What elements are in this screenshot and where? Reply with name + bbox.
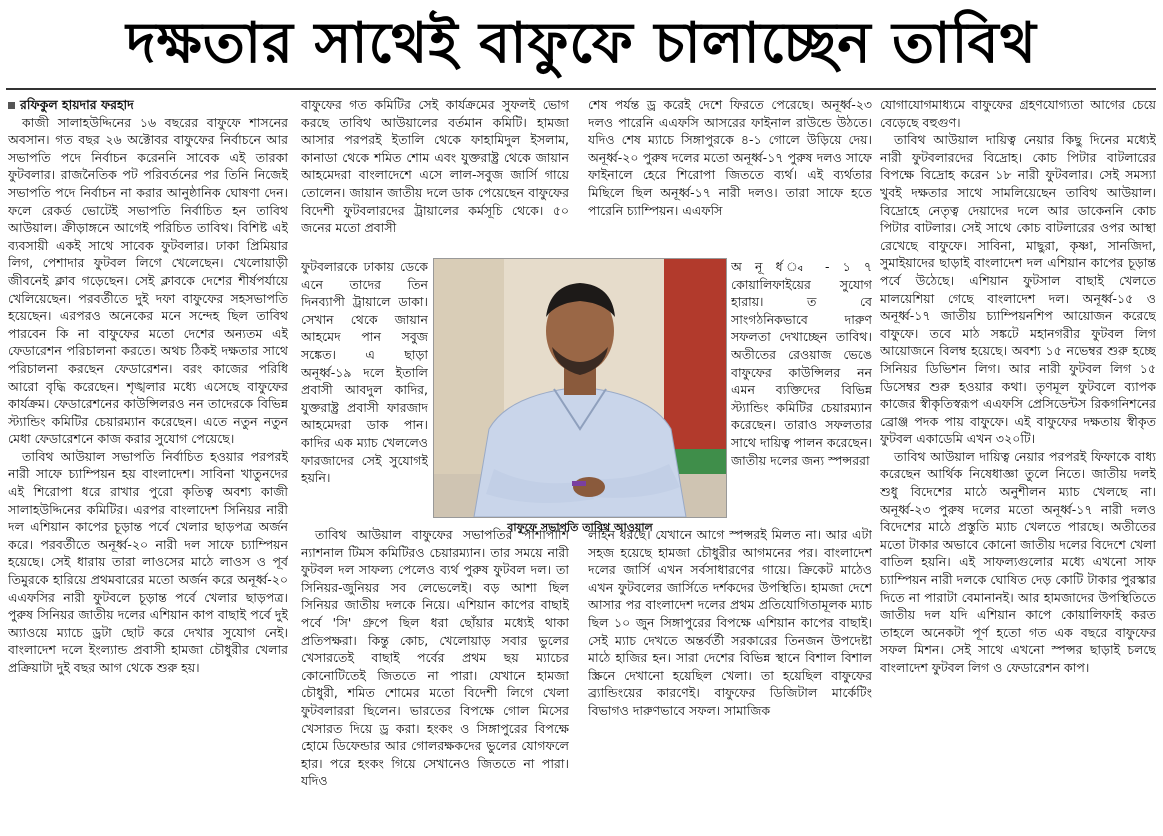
byline — [8, 96, 288, 114]
article-column-2-bottom — [301, 526, 569, 834]
paragraph: কাজী সালাহউদ্দিনের ১৬ বছরের বাফুফে শাসনের অবসান। গত বছর ২৬ অক্টোবর বাফুফের নির্বাচনে আর সভাপতি পদে নির্বাচন করেননি সাবেক এই তারকা ফুটবলার। রাজনৈতিক পট পরিবর্তনের পর তিনি নিজেই সভাপতি পদে নির্বাচন না করার আনুষ্ঠানিক ঘোষণা দেন। ফলে রেকর্ড ভোটেই সভাপতি নির্বাচিত হন তাবিথ আউয়াল। ক্রীড়াঙ্গনে আগেই পরিচিত তাবিথ। বিশিষ্ট এই ব্যবসায়ী একই সাথে সাবেক ফুটবলার। ঢাকা প্রিমিয়ার লিগ, পেশাদার ফুটবল লিগে খেলেছেন। খেলোয়াড়ী জীবনেই ক্লাব গড়েছেন। সেই ক্লাবকে দেশের শীর্ষপর্যায়ে খেলিয়েছেন। পরবর্তীতে দুই দফা বাফুফের সহসভাপতি হয়েছেন। এরপরও অনেকের মনে সন্দেহ ছিল তাবিথ পারবেন কি না বাফুফের মতো দেশের অন্যতম এই ফেডারেশন পরিচালনা করতে। অথচ ঠিকই দক্ষতার সাথে পরিচালনা করছেন ফেডারেশন। বরং কাজের পরিধি আরো বৃদ্ধি করেছেন। শৃঙ্খলার মধ্যে এসেছে বাফুফের কার্যক্রম। ফেডারেশনের কাউন্সিলরও নন তাদেরকে বিভিন্ন স্ট্যান্ডিং কমিটির চেয়ারম্যান করেছেন। এতে নতুন নতুন মেধা ফেডারেশনে কাজ করার সুযোগ পেয়েছে। — [8, 114, 288, 447]
paragraph: অ নূ র্ধ ্ব - ১ ৭ কোয়ালিফাইয়ের সুযোগ হারায়। ত বে সাংগঠনিকভাবে দারুণ সফলতা দেখাচ্ছেন তাবিথ। অতীতের রেওয়াজ ভেঙে বাফুফের কাউন্সিলর নন এমন ব্যক্তিদের বিভিন্ন স্ট্যান্ডিং কমিটির চেয়ারম্যান করেছেন। তারাও সফলতার সাথে দায়িত্ব পালন করেছেন। জাতীয় দলের জন্য স্পন্সররা — [731, 259, 872, 468]
headline-rule — [6, 88, 1156, 90]
article-column-2-middle — [301, 258, 428, 524]
article-column-3-top — [588, 96, 872, 256]
article-column-3-middle — [731, 258, 872, 524]
photo-caption: বাফুফে সভাপতি তাবিথ আওয়াল — [507, 521, 653, 534]
paragraph: তাবিথ আউয়াল দায়িত্ব নেয়ার পরপরই ফিফাকে বাধ্য করেছেন আর্থিক নিষেধাজ্ঞা তুলে নিতে। জাতীয় দলই শুধু বিদেশের মাঠে অনুশীলন ম্যাচ খেলছে না। অনূর্ধ্ব-২৩ পুরুষ দলের মতো অনূর্ধ্ব-১৭ নারী দলও বিদেশের মাঠে প্রস্তুতি ম্যাচ খেলতে পারছে। অতীতের মতো টাকার অভাবে কোনো জাতীয় দলের বিদেশে খেলা বাতিল হয়নি। এই সাফল্যগুলোর মধ্যে এখনো সাফ চ্যাম্পিয়ন নারী দলকে ঘোষিত দেড় কোটি টাকার পুরস্কার দিতে না পারাটা বেমানানই। আর হামজাদের উপস্থিতিতে জাতীয় দল যদি এশিয়ান কাপে কোয়ালিফাই করত তাহলে অনেকটা পূর্ণ হতো গত এক বছরে বাফুফের সফল মিশন। সেই সাথে এখনো স্পন্সর ছাড়াই চলছে বাংলাদেশ ফুটবল লিগ ও ফেডারেশন কাপ। — [880, 448, 1156, 675]
bullet-icon — [8, 102, 15, 109]
article-column-2-top — [301, 96, 569, 256]
article-column-3-bottom — [588, 526, 872, 834]
portrait-photo — [433, 258, 727, 518]
article-column-1 — [8, 96, 288, 834]
headline: দক্ষতার সাথেই বাফুফে চালাচ্ছেন তাবিথ — [126, 11, 1037, 76]
paragraph: ফুটবলারকে ঢাকায় ডেকে এনে তাদের তিন দিনব্যাপী ট্রায়ালে ডাকা। সেখান থেকে জায়ান আহমেদ পান সবুজ সঙ্কেত। এ ছাড়া অনূর্ধ্ব-১৯ দলে ইতালি প্রবাসী আবদুল কাদির, যুক্তরাষ্ট্র প্রবাসী ফারজাদ আহমেদরা ডাক পান। কাদির এক ম্যাচ খেললেও ফারজাদের সেই সুযোগই হয়নি। — [301, 259, 428, 486]
article-column-4 — [880, 96, 1156, 834]
paragraph: তাবিথ আউয়াল বাফুফের সভাপতির পাশাপাশি ন্যাশনাল টিমস কমিটিরও চেয়ারম্যান। তার সময়ে নারী ফুটবল দল সাফল্য পেলেও ব্যর্থ পুরুষ ফুটবল দল। তা সিনিয়র-জুনিয়র সব লেভেলেই। বড় আশা ছিল সিনিয়র জাতীয় দলকে নিয়ে। এশিয়ান কাপের বাছাই পর্বে 'সি' গ্রুপে ছিল ধরা ছোঁয়ার মধ্যেই থাকা প্রতিপক্ষরা। কিন্তু কোচ, খেলোয়াড় সবার ভুলের খেসারতেই বাছাই পর্বের প্রথম ছয় ম্যাচের কোনোটিতেই জিততে না পারা। যেখানে হামজা চৌধুরী, শমিত শোমের মতো বিদেশী লিগে খেলা ফুটবলাররা ছিলেন। ভারতের বিপক্ষে গোল মিসের খেসারত দিয়ে ড্র করা। হংকং ও সিঙ্গাপুরের বিপক্ষে হোমে ডিফেন্ডার আর গোলরক্ষকদের ভুলের যোগফলে হার। পরে হংকং গিয়ে সেখানেও জিততে না পারা। যদিও — [301, 527, 569, 789]
paragraph: তাবিথ আউয়াল সভাপতি নির্বাচিত হওয়ার পরপরই নারী সাফে চ্যাম্পিয়ন হয় বাংলাদেশ। সাবিনা খাতুনদের এই শিরোপা ধরে রাখার পুরো কৃতিত্ব অবশ্য কাজী সালাহউদ্দিনের কমিটির। এরপর বাংলাদেশ সিনিয়র নারী দল এশিয়ান কাপের চূড়ান্ত পর্বে খেলার ছাড়পত্র অর্জন করে। পরবর্তীতে অনূর্ধ্ব-২০ নারী দল সাফে চ্যাম্পিয়ন হয়েছে। সেই ধারায় তারা লাওসের মাঠে লাওস ও পূর্ব তিমুরকে হারিয়ে প্রথমবারের মতো অর্জন করে অনূর্ধ্ব-২০ এএফসির নারী ফুটবলে চূড়ান্ত পর্বে খেলার ছাড়পত্র। পুরুষ সিনিয়র জাতীয় দলের এশিয়ান কাপ বাছাই পর্বে দুই অ্যাওয়ে ম্যাচে ড্রটা ছোট করে দেখার সুযোগ নেই। বাংলাদেশ দলে ইংল্যান্ড প্রবাসী হামজা চৌধুরীর খেলার প্রক্রিয়াটা দুই বছর আগ থেকে শুরু হয়। — [8, 448, 288, 675]
paragraph: বাফুফের গত কমিটির সেই কার্যক্রমের সুফলই ভোগ করছে তাবিথ আউয়ালের বর্তমান কমিটি। হামজা আসার পরপরই ইতালি থেকে ফাহামিদুল ইসলাম, কানাডা থেকে শমিত শোম এবং যুক্তরাষ্ট্র থেকে জায়ান আহমেদরা বাংলাদেশে এসে লাল-সবুজ জার্সি গায়ে তোলেন। জায়ান জাতীয় দলে ডাক পেয়েছেন বাফুফের বিদেশী ফুটবলারদের ট্রায়ালের কর্মসূচি থেকে। ৫০ জনের মতো প্রবাসী — [301, 97, 569, 236]
paragraph: তাবিথ আউয়াল দায়িত্ব নেয়ার কিছু দিনের মধ্যেই নারী ফুটবলারদের বিদ্রোহ। কোচ পিটার বাটলারের বিপক্ষে বিদ্রোহ করেন ১৮ নারী ফুটবলার। সেই সমস্যা খুবই দক্ষতার সাথে সামলিয়েছেন তাবিথ আউয়াল। বিদ্রোহে নেতৃত্ব দেয়াদের দলে আর ডাকেননি কোচ পিটার বাটলার। সেই সাথে কোচ বাটলারের ওপর আস্থা রেখেছে বাফুফে। সাবিনা, মাছুরা, কৃষ্ণা, সানজিদা, সুমাইয়াদের ছাড়াই বাংলাদেশ দল এশিয়ান কাপের চূড়ান্ত পর্বে উঠেছে। এশিয়ান ফুটসাল বাছাই খেলতে মালয়েশিয়া গেছে বাংলাদেশ দল। অনূর্ধ্ব-১৫ ও অনূর্ধ্ব-১৭ জাতীয় চ্যাম্পিয়নশিপ আয়োজন করেছে বাফুফে। তবে মাঠ সঙ্কটে মহানগরীর ফুটবল লিগ আয়োজনে বিলম্ব হয়েছে। অবশ্য ১৫ নভেম্বর শুরু হচ্ছে সিনিয়র ডিভিশন লিগ। আর নারী ফুটবল লিগ ১৫ ডিসেম্বর শুরু হওয়ার কথা। তৃণমূল ফুটবলে ব্যাপক কাজের স্বীকৃতিস্বরূপ এএফসি প্রেসিডেন্টস রিকগনিশনের ব্রোঞ্জ পদক পায় বাফুফে। এই বাফুফের দক্ষতায় স্বীকৃত ফুটবল একাডেমি এখন ৩২০টি। — [880, 132, 1156, 447]
paragraph: শেষ পর্যন্ত ড্র করেই দেশে ফিরতে পেরেছে। অনূর্ধ্ব-২৩ দলও পারেনি এএফসি আসরের ফাইনাল রাউন্ডে উঠতে। যদিও শেষ ম্যাচে সিঙ্গাপুরকে ৪-১ গোলে উড়িয়ে দেয়। অনূর্ধ্ব-২০ পুরুষ দলের মতো অনূর্ধ্ব-১৭ পুরুষ দলও সাফে ফাইনালে হেরে শিরোপা জিততে ব্যর্থ। এই ব্যর্থতার মিছিলে ছিল অনূর্ধ্ব-১৭ নারী দলও। তারা সাফে হতে পারেনি চ্যাম্পিয়ন। এএফসি — [588, 97, 872, 218]
paragraph: যোগাযোগমাধ্যমে বাফুফের গ্রহণযোগ্যতা আগের চেয়ে বেড়েছে বহুগুণ। — [880, 97, 1156, 130]
byline-text: রফিকুল হায়দার ফরহাদ — [20, 97, 134, 112]
paragraph: লাইন ধরছে। যেখানে আগে স্পন্সরই মিলত না। আর এটা সহজ হয়েছে হামজা চৌধুরীর আগমনের পর। বাংলাদেশ দলের জার্সি এখন সর্বসাধারণের গায়ে। ক্রিকেট মাঠেও এখন ফুটবলের জার্সিতে দর্শকদের উপস্থিতি। হামজা দেশে আসার পর বাংলাদেশ দলের প্রথম প্রতিযোগিতামূলক ম্যাচ ছিল ১০ জুন সিঙ্গাপুরের বিপক্ষে এশিয়ান কাপের বাছাই। সেই ম্যাচ দেখতে অন্তর্বর্তী সরকারের তিনজন উপদেষ্টা মাঠে হাজির হন। সারা দেশের বিভিন্ন স্থানে বিশাল বিশাল স্ক্রিনে দেখানো হয়েছিল খেলা। তা হয়েছিল বাফুফের ব্র্যান্ডিংয়ের কারণেই। বাফুফের ডিজিটাল মার্কেটিং বিভাগও দারুণভাবে সফল। সামাজিক — [588, 527, 872, 718]
